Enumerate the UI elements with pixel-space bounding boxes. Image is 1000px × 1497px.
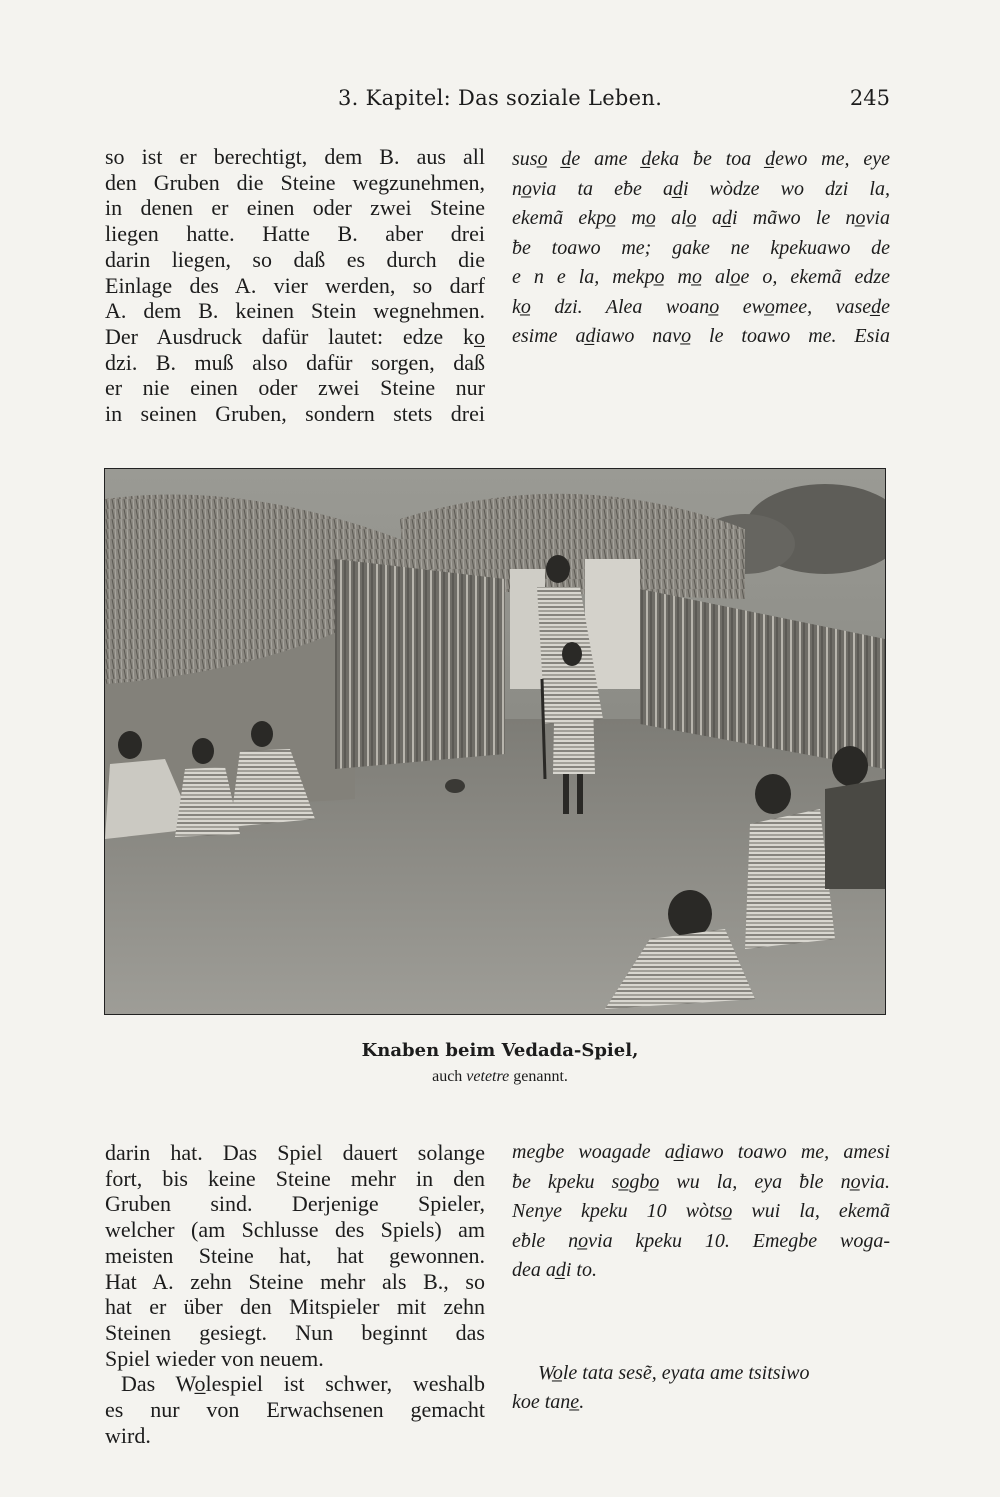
text-line: Wo̲le tata sesẽ, eyata ame tsitsiwo (538, 1361, 810, 1384)
text-line: fort, bis keine Steine mehr in den (105, 1165, 485, 1191)
figure-caption-subtitle (0, 1068, 1000, 1086)
text-line: den Gruben die Steine wegzunehmen, (105, 169, 485, 195)
text-line: dzi. B. muß also dafür sorgen, daß (105, 349, 485, 375)
text-line: Hat A. zehn Steine mehr als B., so (105, 1268, 485, 1294)
text-line: ƀe toawo me; gake ne kpekuawo de (512, 236, 890, 259)
text-line: Spiel wieder von neuem. (105, 1345, 324, 1371)
text-line: suso̲ d̲e ame d̲eka ƀe toa d̲ewo me, eye (512, 148, 890, 170)
text-line: welcher (am Schlusse des Spiels) am (105, 1217, 485, 1243)
top-right-column (512, 145, 890, 352)
bottom-right-column (512, 1138, 890, 1418)
text-line (512, 1286, 890, 1359)
text-line: in seinen Gruben, sondern stets drei (105, 401, 485, 427)
text-line: wird. (105, 1422, 151, 1448)
text-line: Das Wo̲lespiel ist schwer, weshalb (121, 1371, 485, 1397)
text-line: Nenye kpeku 10 wòtso̲ wui la, ekemã (512, 1200, 890, 1222)
text-line: hat er über den Mitspieler mit zehn (105, 1294, 485, 1320)
text-line: koe tane̲. (512, 1391, 585, 1413)
text-line: dea ad̲i to. (512, 1259, 597, 1281)
text-line: er nie einen oder zwei Steine nur (105, 375, 485, 401)
text-line: Einlage des A. vier werden, so darf (105, 272, 485, 298)
text-line: es nur von Erwachsenen gemacht (105, 1397, 485, 1423)
text-line: esime ad̲iawo navo̲ le toawo me. Esia (512, 325, 890, 347)
text-line: Steinen gesiegt. Nun beginnt das (105, 1319, 485, 1345)
text-line: A. dem B. keinen Stein wegnehmen. (105, 298, 485, 324)
village-scene-image (105, 469, 885, 1014)
text-line: no̲via ta eƀe ad̲i wòdze wo dzi la, (512, 177, 890, 200)
bottom-left-column (105, 1140, 485, 1448)
text-line: Der Ausdruck dafür lautet: edze ko̲ (105, 323, 485, 349)
text-line: megbe woagade ad̲iawo toawo me, amesi (512, 1141, 890, 1163)
figure-caption-title: Knaben beim Vedada-Spiel, (361, 1040, 639, 1061)
text-line: in denen er einen oder zwei Steine (105, 195, 485, 221)
text-line: meisten Steine hat, hat gewonnen. (105, 1242, 485, 1268)
text-line: darin hat. Das Spiel dauert solange (105, 1140, 485, 1165)
text-line: e n e la, mekpo̲ mo̲ alo̲e o, ekemã edze (512, 266, 890, 288)
top-left-column (105, 144, 485, 427)
chapter-title: 3. Kapitel: Das soziale Leben. (338, 86, 663, 110)
text-line: darin liegen, so daß es durch die (105, 246, 485, 272)
photograph (104, 468, 886, 1015)
running-header (100, 86, 890, 116)
text-line: liegen hatte. Hatte B. aber drei (105, 221, 485, 247)
text-line: ekemã ekpo̲ mo̲ alo̲ ad̲i mãwo le no̲via (512, 207, 890, 229)
text-line: eƀle no̲via kpeku 10. Emegbe woga- (512, 1229, 890, 1252)
caption-sub-italic: vetetre (466, 1068, 510, 1085)
text-line: Gruben sind. Derjenige Spieler, (105, 1191, 485, 1217)
text-line: ƀe kpeku so̲gbo̲ wu la, eya ƀle no̲via. (512, 1170, 890, 1193)
text-line: so ist er berechtigt, dem B. aus all (105, 144, 485, 169)
text-line: ko̲ dzi. Alea woano̲ ewo̲mee, vased̲e (512, 295, 890, 318)
caption-sub-pre: auch (432, 1068, 463, 1085)
caption-sub-post: genannt. (513, 1068, 568, 1085)
page-number: 245 (849, 86, 890, 110)
